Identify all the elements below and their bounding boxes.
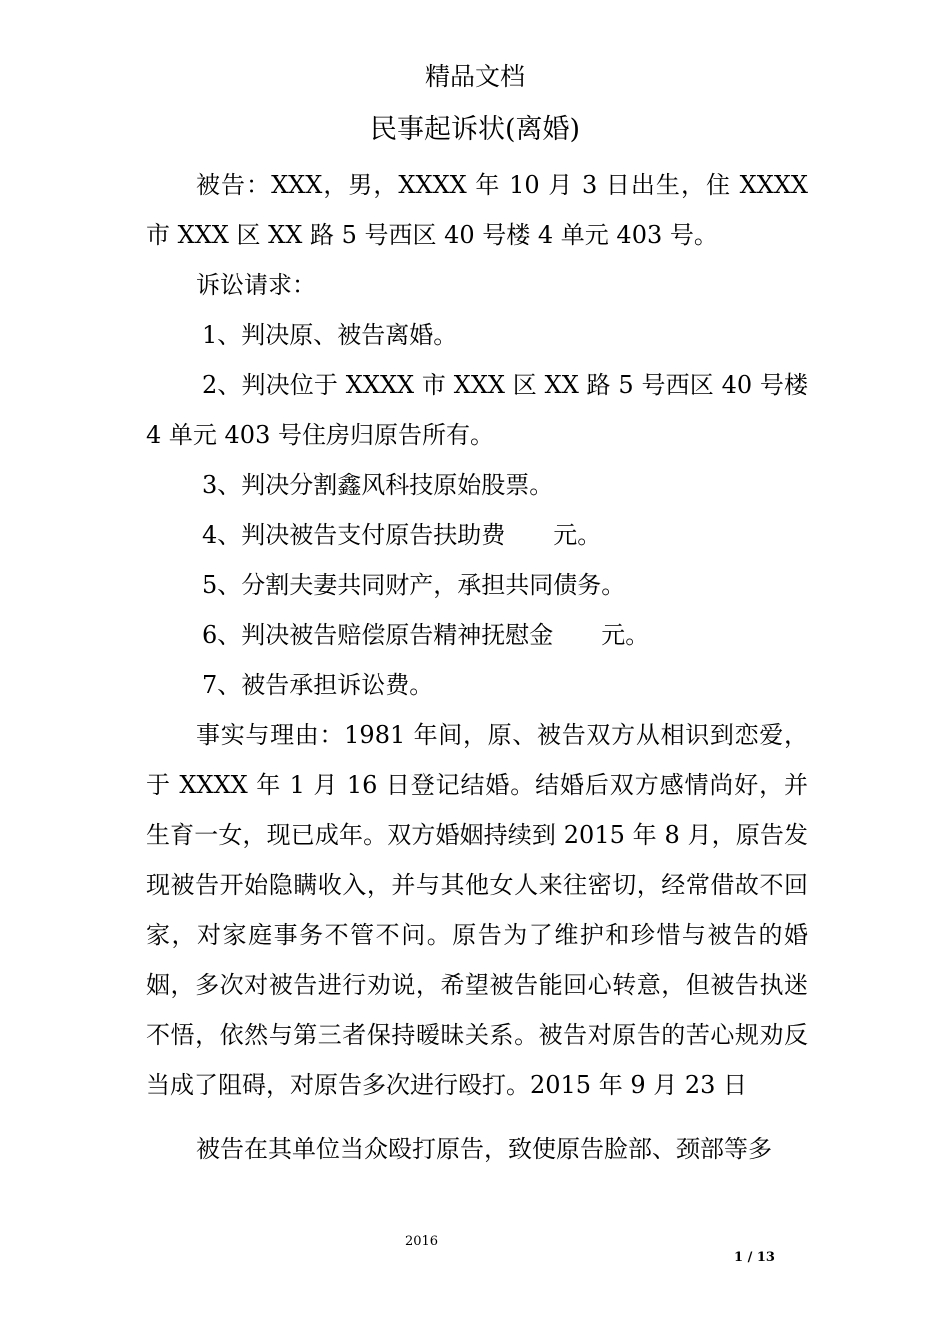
document-body <box>146 160 808 1174</box>
claims-heading: 诉讼请求： <box>196 271 316 299</box>
claim-item-3: 3、判决分割鑫风科技原始股票。 <box>202 471 554 499</box>
claim-item-1: 1、判决原、被告离婚。 <box>202 321 458 349</box>
page-number: 1 / 13 <box>734 1250 775 1265</box>
continuation-paragraph: 被告在其单位当众殴打原告，致使原告脸部、颈部等多 <box>196 1135 772 1163</box>
claim-item-2: 2、判决位于 XXXX 市 XXX 区 XX 路 5 号西区 40 号楼 4 单元 403 号住房归原告所有。 <box>146 371 808 449</box>
claim-item-7: 7、被告承担诉讼费。 <box>202 671 434 699</box>
claim-item-5: 5、分割夫妻共同财产，承担共同债务。 <box>202 571 626 599</box>
document-title: 民事起诉状(离婚) <box>369 114 581 145</box>
facts-and-reasons-paragraph: 事实与理由：1981 年间，原、被告双方从相识到恋爱，于 XXXX 年 1 月 16 日登记结婚。结婚后双方感情尚好，并生育一女，现已成年。双方婚姻持续到 2015 年 8 月，原告发现被告开始隐瞒收入，并与其他女人来往密切，经常借故不回家，对家庭事务不管不问。原告为了维护和珍惜与被告的婚姻，多次对被告进行劝说，希望被告能回心转意，但被告执迷不悟，依然与第三者保持暧昧关系。被告对原告的苦心规劝反当成了阻碍，对原告多次进行殴打。2015 年 9 月 23 日 <box>146 721 808 1099</box>
claim-item-4: 4、判决被告支付原告扶助费 元。 <box>202 521 602 549</box>
header-title: 精品文档 <box>424 62 525 91</box>
claim-item-6: 6、判决被告赔偿原告精神抚慰金 元。 <box>202 621 650 649</box>
defendant-info-paragraph: 被告：XXX，男，XXXX 年 10 月 3 日出生，住 XXXX 市 XXX 区 XX 路 5 号西区 40 号楼 4 单元 403 号。 <box>146 171 808 249</box>
footer-year: 2016 <box>404 1234 439 1249</box>
